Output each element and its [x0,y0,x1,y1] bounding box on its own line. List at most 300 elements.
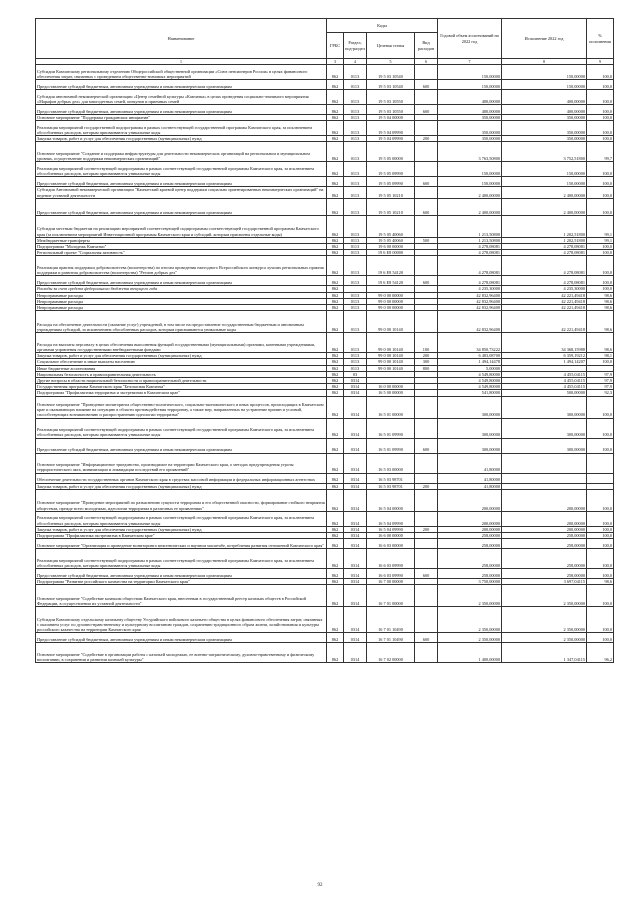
row-section-cell: 0113 [344,276,367,286]
row-section-cell: 0314 [344,569,367,579]
row-annual-volume-cell: 541,80000 [438,390,502,396]
row-name-cell: Основное мероприятие "Организация и проведение мониторинга межэтнических и научном масштабе, потребления развития отношений Камчатского края" [36,539,327,549]
row-target-item-cell: 19 5 03 10550 [367,90,415,105]
row-expense-type-cell [415,65,438,80]
table-row [36,187,614,198]
row-execution-cell: 350,00000 [502,115,587,121]
row-name-cell: Региональный проект "Социальная активность" [36,250,327,256]
row-name-cell: Предоставление субсидий бюджетным, автономным учреждениям и иным некоммерческим организациям [36,276,327,286]
table-row [36,396,614,418]
row-grbs-cell: 862 [327,390,344,396]
budget-rows [36,65,614,663]
row-section-cell: 0113 [344,250,367,256]
row-target-item-cell: 19 5 05 10210 [367,187,415,198]
row-expense-type-cell [415,585,438,607]
row-expense-type-cell: 600 [415,438,438,453]
row-percent-cell: 98,6 [587,333,614,353]
row-execution-cell: 200,00000 [502,526,587,532]
row-target-item-cell: 99 0 00 10140 [367,359,415,365]
row-grbs-cell: 862 [327,256,344,276]
row-target-item-cell: 16 7 01 10490 [367,607,415,633]
row-section-cell: 0314 [344,384,367,390]
row-annual-volume-cell: 4 549,80000 [438,378,502,384]
row-grbs-cell: 862 [327,483,344,489]
table-row [36,511,614,526]
row-grbs-cell: 862 [327,250,344,256]
column-index: 1 [36,59,327,65]
row-target-item-cell: 16 7 01 10490 [367,633,415,643]
table-row [36,418,614,438]
row-expense-type-cell: 500 [415,237,438,243]
table-row [36,633,614,643]
row-annual-volume-cell: 2 350,00000 [438,607,502,633]
row-execution-cell: 4 278,08081 [502,256,587,276]
row-execution-cell: 350,00000 [502,121,587,136]
table-row [36,65,614,80]
row-section-cell: 0314 [344,483,367,489]
row-annual-volume-cell: 258,00000 [438,539,502,549]
row-name-cell: Расходы на выплаты персоналу в целях обеспечения выполнения функций государственными (муниципальными) органами, казенными учреждениями, органами управления государственными внебюджетными фондами [36,333,327,353]
row-annual-volume-cell: 42 832,96400 [438,298,502,304]
row-grbs-cell: 862 [327,80,344,90]
row-section-cell: 0113 [344,142,367,162]
row-grbs-cell: 862 [327,539,344,549]
row-percent-cell: 99,7 [587,142,614,162]
row-execution-cell: 400,00000 [502,105,587,115]
row-name-cell: Предоставление субсидий бюджетным, автономным учреждениям и иным некоммерческим организациям [36,633,327,643]
row-execution-cell: 258,00000 [502,549,587,569]
table-row [36,438,614,453]
row-grbs-cell: 862 [327,276,344,286]
row-grbs-cell: 862 [327,136,344,142]
row-grbs-cell: 862 [327,453,344,473]
row-name-cell: Реализация мероприятий государственной подпрограммы в рамках соответствующей государственной программы Камчатского края, за исключением обособленных расходов, которым присваиваются уникальные коды [36,121,327,136]
row-percent-cell: 100,0 [587,276,614,286]
row-target-item-cell: 19 6 E8 54120 [367,276,415,286]
row-target-item-cell: 16 5 03 98701 [367,483,415,489]
table-row [36,453,614,473]
row-name-cell: Реализация мероприятий соответствующей подпрограммы в рамках соответствующей государственной программы Камчатского края, за исключением обособленных расходов, которым присваиваются уникальные коды [36,549,327,569]
row-execution-cell: 4 235,30000 [502,286,587,292]
row-annual-volume-cell: 42 832,96400 [438,305,502,311]
row-section-cell: 0314 [344,579,367,585]
row-annual-volume-cell: 4 278,08081 [438,250,502,256]
row-name-cell: Реализация мероприятий соответствующей подпрограммы в рамках соответствующей государственной программы Камчатского края, за исключением обособленных расходов, которым присваиваются уникальные коды [36,511,327,526]
row-grbs-cell: 862 [327,162,344,177]
row-percent-cell: 100,0 [587,438,614,453]
row-name-cell: Реализация практик поддержки добровольчества (волонтерства) по итогам проведения ежегодного Всероссийского конкурса лучших региональных практик поддержки и развития добровольчества (волонтерства) "Регион добрых дел" [36,256,327,276]
row-annual-volume-cell: 4 278,08081 [438,276,502,286]
row-execution-cell: 4 278,08081 [502,276,587,286]
row-expense-type-cell [415,396,438,418]
row-expense-type-cell [415,187,438,198]
row-section-cell: 0113 [344,333,367,353]
col-header-section: Раздел, под-раздел [344,33,367,59]
row-grbs-cell: 862 [327,65,344,80]
row-name-cell: Подпрограмма "Молодежь Камчатки" [36,244,327,250]
row-name-cell: Подпрограмма "Профилактика экстремизма в Камчатском крае" [36,533,327,539]
row-execution-cell: 350,00000 [502,136,587,142]
row-execution-cell: 42 221,49418 [502,305,587,311]
row-grbs-cell: 862 [327,105,344,115]
row-percent-cell: 100,0 [587,633,614,643]
row-section-cell: 0314 [344,378,367,384]
row-annual-volume-cell: 2 400,00000 [438,198,502,215]
row-name-cell: Реализация мероприятий соответствующей подпрограммы в рамках соответствующей государственной программы Камчатского края, за исключением обособленных расходов, которым присваиваются уникальные коды [36,162,327,177]
row-percent-cell: 100,0 [587,105,614,115]
table-row [36,569,614,579]
row-section-cell: 0113 [344,237,367,243]
row-section-cell: 0113 [344,187,367,198]
row-execution-cell: 2 350,00000 [502,585,587,607]
table-row [36,311,614,333]
row-section-cell: 0113 [344,311,367,333]
table-row [36,256,614,276]
table-row [36,643,614,663]
row-target-item-cell: 16 5 03 98701 [367,473,415,483]
row-annual-volume-cell: 42 832,96400 [438,292,502,298]
row-expense-type-cell [415,607,438,633]
row-execution-cell: 2 400,00000 [502,187,587,198]
row-section-cell: 0314 [344,539,367,549]
row-annual-volume-cell: 1 213,50800 [438,237,502,243]
row-percent-cell: 100,0 [587,198,614,215]
row-target-item-cell: 19 5 05 00000 [367,142,415,162]
col-header-percent: % исполнения [587,19,614,59]
row-percent-cell: 100,0 [587,359,614,365]
row-annual-volume-cell: 41,80000 [438,473,502,483]
row-expense-type-cell: 300 [415,359,438,365]
row-name-cell: Непрограммные расходы [36,298,327,304]
row-expense-type-cell: 200 [415,526,438,532]
row-expense-type-cell: 200 [415,483,438,489]
row-target-item-cell: 16 6 03 00000 [367,539,415,549]
row-execution-cell: 42 221,49418 [502,298,587,304]
table-row [36,276,614,286]
row-execution-cell: 300,00000 [502,396,587,418]
row-target-item-cell: 16 5 01 09990 [367,438,415,453]
column-index: 3 [327,59,344,65]
row-annual-volume-cell: 42 832,96400 [438,311,502,333]
row-name-cell: Национальная безопасность и правоохранительная деятельность [36,371,327,377]
row-target-item-cell: 16 5 01 09990 [367,418,415,438]
row-execution-cell: 42 221,49418 [502,292,587,298]
table-row [36,105,614,115]
row-expense-type-cell: 600 [415,633,438,643]
row-target-item-cell: 99 0 00 10140 [367,353,415,359]
row-name-cell: Непрограммные расходы [36,305,327,311]
row-execution-cell: 1 494,14207 [502,359,587,365]
row-name-cell: Основное мероприятие "Поддержка гражданских инициатив" [36,115,327,121]
row-grbs-cell: 862 [327,244,344,250]
row-expense-type-cell [415,90,438,105]
row-name-cell: Субсидия автономной некоммерческой организации «Центр семейной культуры «Камчатка» в целях проведения социально-значимого мероприятия «Марафон добрых дел» для многодетных семей, опекунов и приемных семей [36,90,327,105]
row-expense-type-cell: 200 [415,353,438,359]
row-execution-cell: 150,00000 [502,177,587,187]
row-expense-type-cell: 200 [415,136,438,142]
row-expense-type-cell: 600 [415,276,438,286]
row-section-cell: 0314 [344,418,367,438]
row-target-item-cell: 19 5 03 10550 [367,105,415,115]
row-target-item-cell: 19 6 00 00000 [367,244,415,250]
row-annual-volume-cell: 150,00000 [438,65,502,80]
col-header-target-item: Целевая статья [367,33,415,59]
row-execution-cell: 150,00000 [502,162,587,177]
column-index: 7 [438,59,502,65]
row-section-cell: 0314 [344,390,367,396]
row-execution-cell: 150,00000 [502,80,587,90]
row-expense-type-cell: 600 [415,569,438,579]
row-name-cell: Субсидии местным бюджетам на реализацию мероприятий соответствующей подпрограммы соответствующей государственной программы Камчатского края (за исключением мероприятий Инвестиционной программы Камчатского края и субсидий, которым присвоены отдельные коды) [36,215,327,237]
row-name-cell: Основное мероприятие "Проведение мероприятий по разъяснению сущности терроризма и его общественной опасности, формирование стойкого неприятия обществом, прежде всего молодежью, идеологии терроризма в различных ее проявлениях" [36,489,327,511]
table-row [36,585,614,607]
row-expense-type-cell: 600 [415,177,438,187]
row-grbs-cell: 862 [327,371,344,377]
row-section-cell: 0113 [344,198,367,215]
row-percent-cell: 96,2 [587,643,614,663]
row-section-cell: 0113 [344,136,367,142]
row-name-cell: Реализация мероприятий соответствующей подпрограммы в рамках соответствующей государственной программы Камчатского края, за исключением обособленных расходов, которым присваиваются уникальные коды [36,418,327,438]
row-annual-volume-cell: 150,00000 [438,80,502,90]
row-execution-cell: 3 697,04115 [502,579,587,585]
row-grbs-cell: 862 [327,359,344,365]
row-execution-cell: 300,00000 [502,438,587,453]
row-target-item-cell: 19 5 04 09990 [367,121,415,136]
row-execution-cell [502,453,587,473]
row-percent-cell: 100,0 [587,162,614,177]
row-percent-cell: 98,6 [587,311,614,333]
table-row [36,198,614,215]
row-annual-volume-cell: 1 494,14478 [438,359,502,365]
row-name-cell: Предоставление субсидий бюджетным, автономным учреждениям и иным некоммерческим организациям [36,438,327,453]
row-annual-volume-cell: 200,00000 [438,511,502,526]
row-target-item-cell: 19 5 05 40060 [367,215,415,237]
row-percent-cell: 100,0 [587,607,614,633]
row-name-cell: Обеспечение деятельности государственных органов Камчатского края в средствах массовой информации и федеральных информационных агентствах [36,473,327,483]
row-expense-type-cell [415,511,438,526]
row-name-cell: Подпрограмма "Развитие российского казачества на территории Камчатского края" [36,579,327,585]
column-index: 8 [502,59,587,65]
row-percent-cell: 97,9 [587,378,614,384]
row-annual-volume-cell: 200,00000 [438,526,502,532]
row-name-cell: Закупка товаров, работ и услуг для обеспечения государственных (муниципальных) нужд [36,526,327,532]
row-percent-cell: 92,3 [587,390,614,396]
row-expense-type-cell [415,643,438,663]
column-index: 9 [587,59,614,65]
row-section-cell: 0113 [344,256,367,276]
table-row [36,549,614,569]
row-execution-cell: 258,00000 [502,569,587,579]
row-section-cell: 0314 [344,549,367,569]
col-header-annual-volume: Годовой объем ассигнований на 2022 год [438,19,502,59]
row-grbs-cell: 862 [327,177,344,187]
row-target-item-cell: 16 5 03 00000 [367,453,415,473]
row-section-cell: 0113 [344,365,367,371]
row-name-cell: Межбюджетные трансферты [36,237,327,243]
row-name-cell: Закупка товаров, работ и услуг для обеспечения государственных (муниципальных) нужд [36,136,327,142]
row-percent-cell: 98,6 [587,292,614,298]
row-percent-cell: 98,6 [587,579,614,585]
row-percent-cell: 100,0 [587,569,614,579]
row-grbs-cell: 862 [327,115,344,121]
row-target-item-cell: 99 0 00 00000 [367,292,415,298]
row-percent-cell: 100,0 [587,90,614,105]
row-annual-volume-cell: 2 350,00000 [438,585,502,607]
row-section-cell: 0314 [344,585,367,607]
row-annual-volume-cell: 258,00000 [438,569,502,579]
row-annual-volume-cell: 4 235,30000 [438,286,502,292]
row-section-cell: 0113 [344,80,367,90]
row-grbs-cell: 862 [327,292,344,298]
row-name-cell: Закупка товаров, работ и услуг для обеспечения государственных (муниципальных) нужд [36,483,327,489]
row-name-cell: Закупка товаров, работ и услуг для обеспечения государственных (муниципальных) нужд [36,353,327,359]
row-section-cell: 0314 [344,643,367,663]
row-grbs-cell: 862 [327,90,344,105]
row-expense-type-cell: 600 [415,105,438,115]
row-name-cell: Основное мероприятие "Содействие в организации работы с казачьей молодежью, ее военно-патриотическому, духовно-нравственному и физическому воспитанию, в сохранении и развитии казачьей культуры" [36,643,327,663]
table-row [36,489,614,511]
row-annual-volume-cell: 400,00000 [438,90,502,105]
row-execution-cell: 200,00000 [502,489,587,511]
row-execution-cell: 2 350,00000 [502,633,587,643]
row-grbs-cell: 862 [327,526,344,532]
row-name-cell: Субсидии Камчатскому региональному отделению Общероссийской общественной организации «Союз пенсионеров России» в целях финансового обеспечения затрат, связанных с проведением общественно-значимых мероприятий [36,65,327,80]
row-section-cell: 0314 [344,489,367,511]
row-grbs-cell: 862 [327,607,344,633]
row-grbs-cell: 862 [327,384,344,390]
row-percent-cell: 100,0 [587,489,614,511]
row-target-item-cell: 16 5 04 09990 [367,511,415,526]
row-annual-volume-cell: 5,00000 [438,365,502,371]
row-annual-volume-cell: 3 750,00000 [438,579,502,585]
row-percent-cell: 98,6 [587,305,614,311]
row-expense-type-cell: 100 [415,333,438,353]
row-annual-volume-cell: 258,00000 [438,533,502,539]
row-grbs-cell: 862 [327,438,344,453]
row-target-item-cell: 16 0 00 00000 [367,384,415,390]
row-expense-type-cell [415,121,438,136]
row-grbs-cell: 862 [327,353,344,359]
row-annual-volume-cell: 41,80000 [438,483,502,489]
row-annual-volume-cell: 300,00000 [438,418,502,438]
row-execution-cell: 4 278,08081 [502,244,587,250]
table-row [36,142,614,162]
row-target-item-cell: 19 6 E8 00000 [367,250,415,256]
row-section-cell: 0314 [344,607,367,633]
row-percent-cell: 99,1 [587,237,614,243]
row-target-item-cell: 16 5 04 09990 [367,526,415,532]
row-expense-type-cell [415,473,438,483]
row-grbs-cell: 862 [327,579,344,585]
row-percent-cell: 99,1 [587,215,614,237]
table-row [36,90,614,105]
row-target-item-cell: 99 0 00 10140 [367,333,415,353]
row-percent-cell: 100,0 [587,256,614,276]
row-percent-cell: 97,9 [587,371,614,377]
column-index: 6 [415,59,438,65]
row-grbs-cell: 862 [327,533,344,539]
row-name-cell: Предоставление субсидий бюджетным, автономным учреждениям и иным некоммерческим организациям [36,177,327,187]
row-execution-cell: 34 368,15988 [502,333,587,353]
row-execution-cell [502,473,587,483]
row-grbs-cell: 862 [327,378,344,384]
row-name-cell: Государственная программа Камчатского края "Безопасная Камчатка" [36,384,327,390]
row-expense-type-cell [415,256,438,276]
row-section-cell: 0113 [344,121,367,136]
row-name-cell: Другие вопросы в области национальной безопасности и правоохранительной деятельности [36,378,327,384]
row-percent-cell: 100,0 [587,533,614,539]
row-percent-cell: 100,0 [587,80,614,90]
row-target-item-cell: 19 5 04 09990 [367,136,415,142]
row-execution-cell: 4 278,08081 [502,250,587,256]
row-execution-cell: 200,00000 [502,511,587,526]
row-grbs-cell: 862 [327,298,344,304]
row-name-cell: Предоставление субсидий бюджетным, автономным учреждениям и иным некоммерческим организациям [36,105,327,115]
row-grbs-cell: 862 [327,142,344,162]
row-section-cell: 0314 [344,526,367,532]
row-target-item-cell: 16 5 01 00000 [367,396,415,418]
row-percent-cell: 100,0 [587,115,614,121]
row-target-item-cell: 16 6 03 09990 [367,569,415,579]
row-annual-volume-cell: 2 350,00000 [438,633,502,643]
row-grbs-cell: 862 [327,633,344,643]
row-annual-volume-cell: 34 850,73222 [438,333,502,353]
row-percent-cell: 100,0 [587,177,614,187]
row-annual-volume-cell: 4 549,80000 [438,371,502,377]
row-annual-volume-cell: 400,00000 [438,105,502,115]
row-annual-volume-cell: 200,00000 [438,489,502,511]
row-percent-cell: 100,0 [587,187,614,198]
row-expense-type-cell: 600 [415,80,438,90]
row-annual-volume-cell: 350,00000 [438,115,502,121]
row-grbs-cell: 862 [327,585,344,607]
row-target-item-cell: 16 7 01 00000 [367,585,415,607]
row-annual-volume-cell: 350,00000 [438,136,502,142]
col-header-execution: Исполнение 2022 год [502,19,587,59]
row-percent-cell: 100,0 [587,511,614,526]
row-percent-cell: 100,0 [587,250,614,256]
row-target-item-cell: 99 0 00 00000 [367,305,415,311]
row-annual-volume-cell: 1 213,50800 [438,215,502,237]
row-execution-cell: 3 752,51800 [502,142,587,162]
table-row [36,215,614,237]
row-expense-type-cell [415,215,438,237]
table-row [36,333,614,353]
row-grbs-cell: 862 [327,643,344,663]
row-name-cell: Социальное обеспечение и иные выплаты населению [36,359,327,365]
table-row [36,162,614,177]
row-execution-cell: 300,00000 [502,418,587,438]
row-annual-volume-cell: 4 278,08081 [438,256,502,276]
row-expense-type-cell [415,418,438,438]
col-header-grbs: ГРБС [327,33,344,59]
row-section-cell: 0314 [344,438,367,453]
row-name-cell: Основное мероприятие "Создание и поддержка инфраструктуры для деятельности некоммерческих организаций на региональном и муниципальном уровнях, осуществление поддержки некоммерческих организаций" [36,142,327,162]
row-section-cell: 0113 [344,105,367,115]
budget-table [35,18,614,663]
row-execution-cell: 2 350,00000 [502,607,587,633]
table-row [36,177,614,187]
row-annual-volume-cell: 4 278,08081 [438,244,502,250]
row-grbs-cell: 862 [327,365,344,371]
row-execution-cell: 1 202,51800 [502,237,587,243]
row-target-item-cell: 19 5 04 00000 [367,115,415,121]
row-execution-cell: 1 347,04115 [502,643,587,663]
column-index: 4 [344,59,367,65]
row-name-cell: Расходы за счет средств федерального бюджета текущего года [36,286,327,292]
row-name-cell: Предоставление субсидий бюджетным, автономным учреждениям и иным некоммерческим организациям [36,80,327,90]
row-name-cell: Основное мероприятие "Информационное триединство, производимое на территории Камчатского края, о методах предупреждения угрозы террористического акта, минимизации и ликвидации последствий его проявлений" [36,453,327,473]
